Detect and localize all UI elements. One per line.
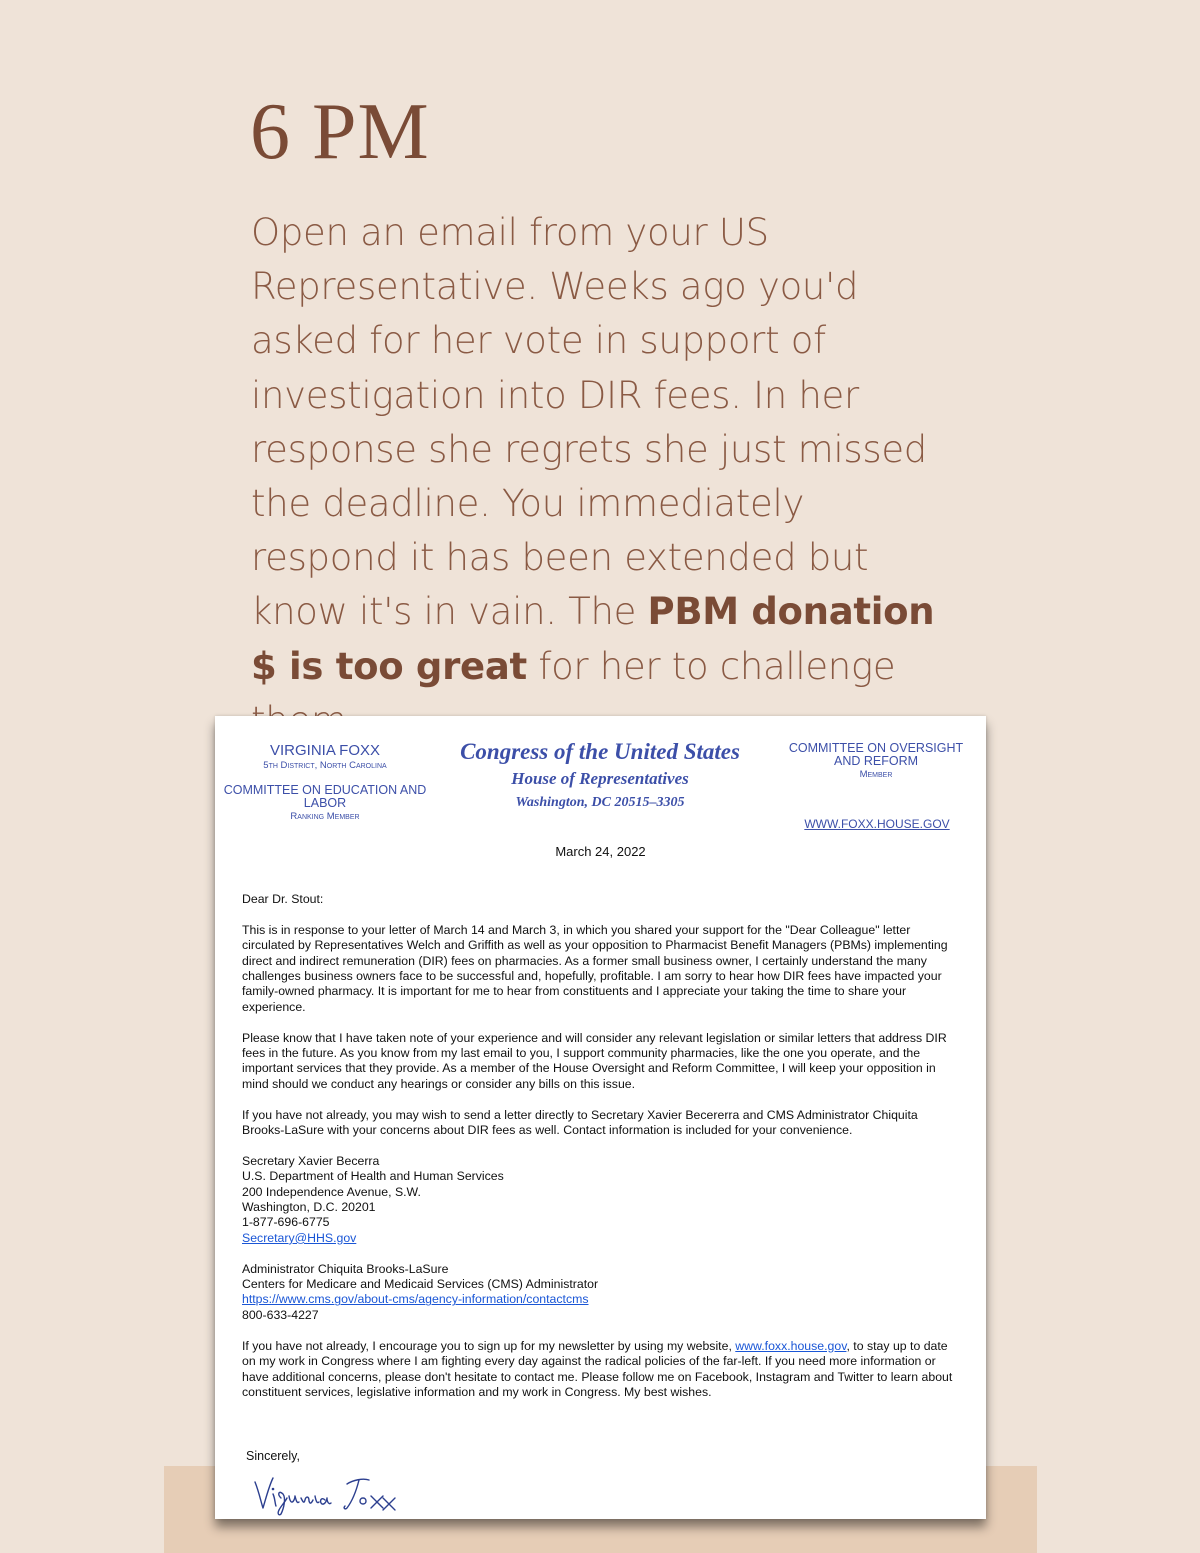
closing: Sincerely,: [246, 1449, 300, 1463]
education-committee: COMMITTEE ON EDUCATION AND LABOR: [223, 783, 427, 810]
letterhead-left: [215, 742, 435, 823]
address-block-cms: [242, 1262, 962, 1324]
hhs-city: Washington, D.C. 20201: [242, 1200, 376, 1215]
washington-address: Washington, DC 20515–3305: [515, 795, 685, 810]
oversight-role: Member: [859, 769, 893, 780]
newsletter-link[interactable]: www.foxx.house.gov: [735, 1338, 847, 1353]
paragraph-4: [242, 1339, 962, 1401]
paragraph-4-post: , to stay up to date on my work in Congress where I am fighting every day against the radical policies of the far-left. If you need more information or have additional concerns, please don't hesitate to contact me. Please follow me on Facebook, Instagram and Twitter to learn about constituent services, legislative information and my work in Congress. My best wishes.: [242, 1338, 953, 1399]
letter-image: [215, 716, 986, 1519]
letter-date: March 24, 2022: [555, 844, 646, 859]
education-role: Ranking Member: [290, 811, 360, 822]
cms-name: Administrator Chiquita Brooks-LaSure: [242, 1261, 449, 1276]
handwritten-signature: [251, 1468, 411, 1518]
cms-phone: 800-633-4227: [242, 1307, 319, 1322]
house-title: House of Representatives: [511, 769, 689, 788]
congress-title: Congress of the United States: [460, 739, 740, 764]
hhs-phone: 1-877-696-6775: [242, 1215, 330, 1230]
time-heading: 6 PM: [250, 88, 430, 176]
cms-title: Centers for Medicare and Medicaid Services (CMS) Administrator: [242, 1277, 599, 1292]
narrative-part-1: Open an email from your US Representative. Weeks ago you'd asked for her vote in support of investigation into DIR fees. In her response she regrets she just missed the deadline. You immediately respond it has been extended but know it's in vain. The: [251, 211, 927, 634]
narrative-part-2: for her to challenge: [538, 644, 896, 688]
district: 5th District, North Carolina: [263, 760, 387, 771]
letterhead-right: [781, 742, 971, 781]
narrative-text: [251, 206, 951, 748]
oversight-committee: COMMITTEE ON OVERSIGHT AND REFORM: [788, 741, 964, 768]
hhs-email-link[interactable]: Secretary@HHS.gov: [242, 1230, 357, 1245]
letter-body: [242, 892, 962, 1416]
paragraph-4-pre: If you have not already, I encourage you to sign up for my newsletter by using my website,: [242, 1338, 736, 1353]
website-link[interactable]: WWW.FOXX.HOUSE.GOV: [804, 817, 950, 831]
cms-url-link[interactable]: https://www.cms.gov/about-cms/agency-information/contactcms: [242, 1292, 589, 1307]
letterhead-center: [435, 738, 765, 814]
paragraph-3: If you have not already, you may wish to send a letter directly to Secretary Xavier Becererra and CMS Administrator Chiquita Brooks-LaSure with your concerns about DIR fees as well. Contact information is included for your convenience.: [242, 1107, 918, 1138]
paragraph-1: This is in response to your letter of March 14 and March 3, in which you shared your support for the "Dear Colleague" letter circulated by Representatives Welch and Griffith as well as your opposition to Pharmacist Benefit Managers (PBMs) implementing direct and indirect remuneration (DIR) fees on pharmacies. As a former small business owner, I certainly understand the many challenges business owners face to be successful and, hopefully, profitable. I am sorry to hear how DIR fees have impacted your family-owned pharmacy. It is important for me to hear from constituents and I appreciate your taking the time to share your experience.: [242, 922, 948, 1014]
hhs-street: 200 Independence Avenue, S.W.: [242, 1184, 421, 1199]
paragraph-2: Please know that I have taken note of your experience and will consider any relevant legislation or similar letters that address DIR fees in the future. As you know from my last email to you, I support community pharmacies, like the one you operate, and the important services that they provide. As a member of the House Oversight and Reform Committee, I will keep your opposition in mind should we conduct any hearings or consider any bills on this issue.: [242, 1030, 947, 1091]
hhs-department: U.S. Department of Health and Human Services: [242, 1169, 504, 1184]
address-block-hhs: [242, 1154, 962, 1246]
representative-name: VIRGINIA FOXX: [269, 742, 381, 759]
narrative-bold: PBM donation $ is too great: [251, 590, 935, 688]
salutation: Dear Dr. Stout:: [242, 892, 324, 906]
hhs-name: Secretary Xavier Becerra: [242, 1153, 380, 1168]
